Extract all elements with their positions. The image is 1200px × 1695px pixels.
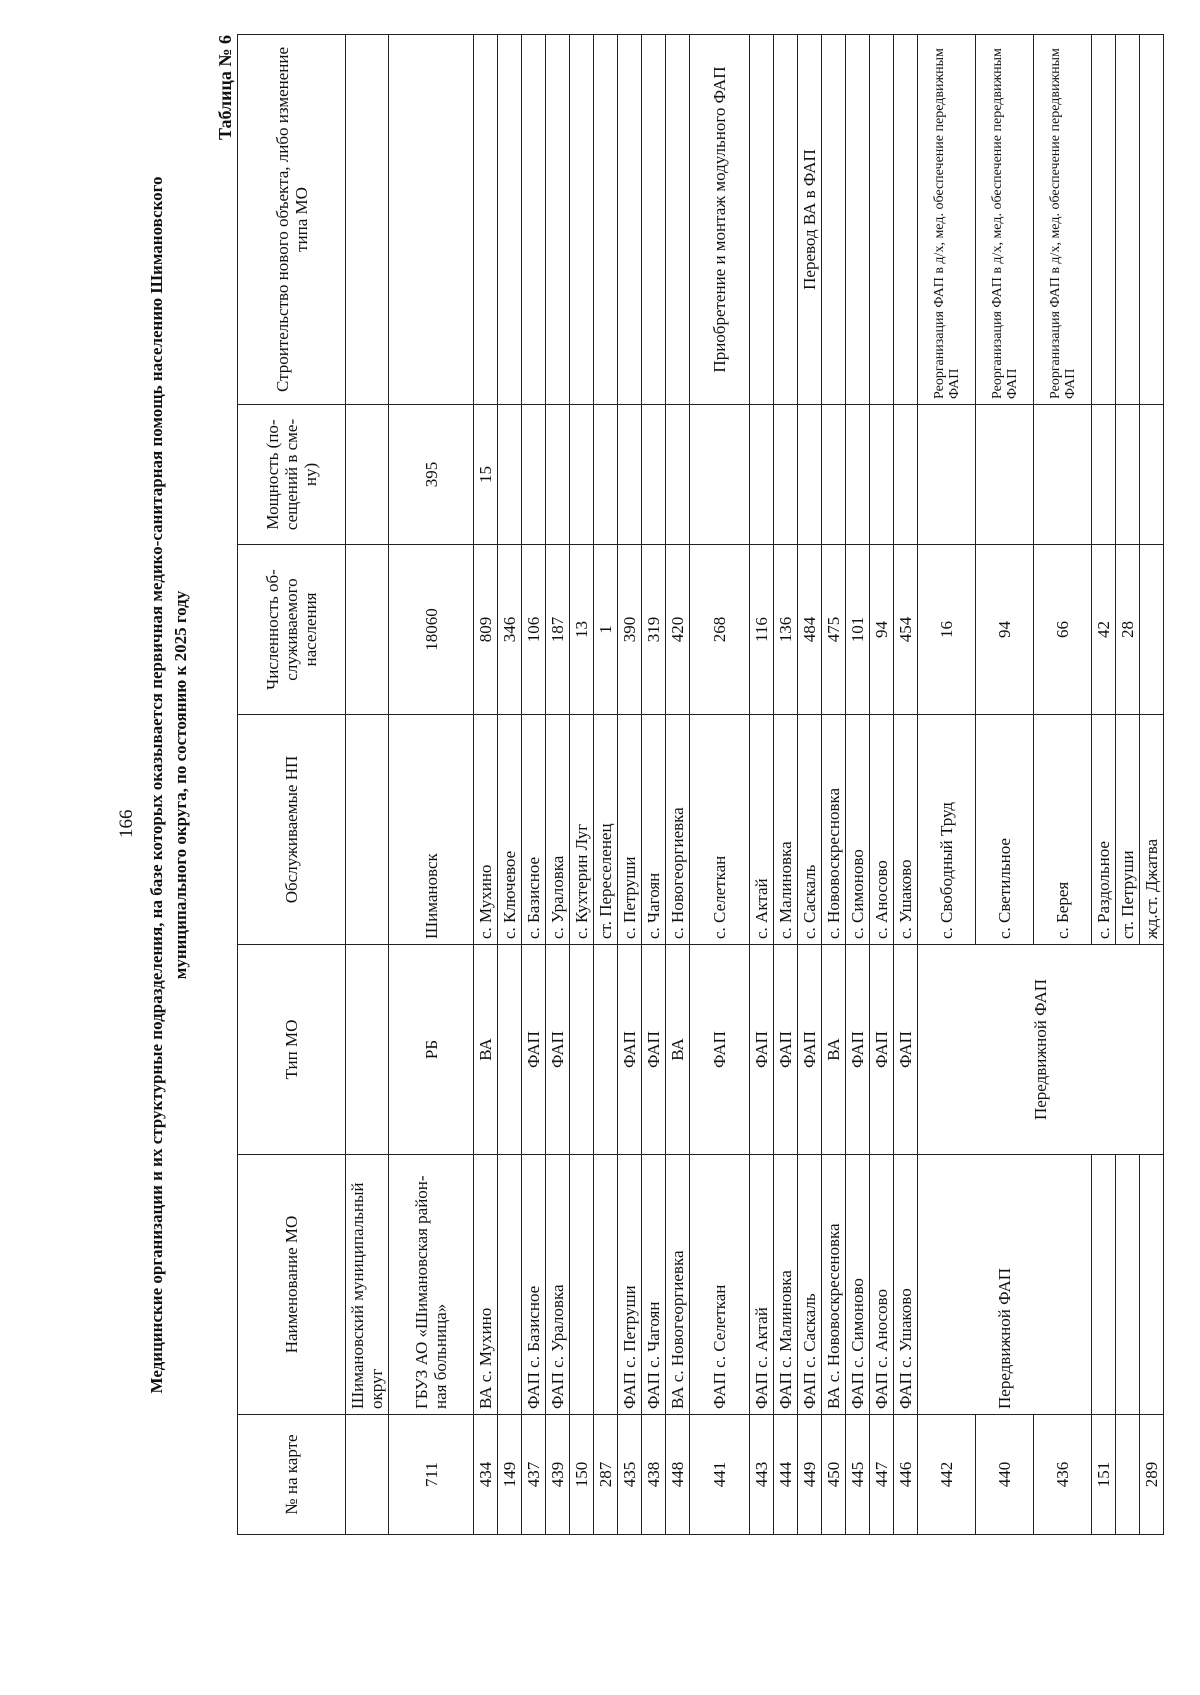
population: 13 (570, 545, 594, 715)
mo-name: Шимановский муниципальный округ (346, 1155, 389, 1415)
mo-type: ВА (666, 945, 690, 1155)
table-row (346, 35, 389, 1535)
page-number: 166 (116, 809, 137, 838)
population: 106 (522, 545, 546, 715)
mo-name: ФАП с. Симоново (846, 1155, 870, 1415)
mo-type: ФАП (798, 945, 822, 1155)
population: 390 (618, 545, 642, 715)
table-row (546, 35, 570, 1535)
settlement: с. Селеткан (690, 715, 750, 945)
construction-note: Перевод ВА в ФАП (798, 35, 822, 405)
title-line-2: муниципального округа, по состоянию к 2025 году (171, 590, 190, 980)
table-row (1116, 35, 1140, 1535)
map-number: 151 (1092, 1415, 1116, 1535)
mo-type: ФАП (690, 945, 750, 1155)
table-row (389, 35, 474, 1535)
population: 136 (774, 545, 798, 715)
map-number: 445 (846, 1415, 870, 1535)
map-number: 443 (750, 1415, 774, 1535)
capacity: 395 (389, 405, 474, 545)
header-construction: Строительство нового объекта, либо изменение типа МО (238, 35, 346, 405)
table-row (750, 35, 774, 1535)
table-row (870, 35, 894, 1535)
map-number: 447 (870, 1415, 894, 1535)
mo-name: ВА с. Новогеоргиевка (666, 1155, 690, 1415)
population: 475 (822, 545, 846, 715)
settlement: с. Саскаль (798, 715, 822, 945)
table-caption: Таблица № 6 (215, 35, 235, 141)
settlement: с. Симоново (846, 715, 870, 945)
settlement: с. Кухтерин Луг (570, 715, 594, 945)
table-header-row (238, 35, 346, 1535)
map-number: 438 (642, 1415, 666, 1535)
table-row (894, 35, 918, 1535)
map-number: 448 (666, 1415, 690, 1535)
settlement: с. Мухино (474, 715, 498, 945)
construction-note: Приобретение и монтаж модульного ФАП (690, 35, 750, 405)
mo-name: ФАП с. Чагоян (642, 1155, 666, 1415)
map-number: 439 (546, 1415, 570, 1535)
settlement: с. Базисное (522, 715, 546, 945)
mo-type: РБ (389, 945, 474, 1155)
settlement: жд.ст. Джатва (1140, 715, 1164, 945)
table-row (666, 35, 690, 1535)
mo-type: ФАП (522, 945, 546, 1155)
header-map-no: № на карте (238, 1415, 346, 1535)
construction-note: Реорганизация ФАП в д/х, мед. обеспечение передвижным ФАП (1034, 35, 1092, 405)
title-line-1: Медицинские организации и их структурные подразделения, на базе которых оказывается первичная медико-санитарная помощь населению Шимановского (147, 176, 166, 1394)
table-row (522, 35, 546, 1535)
mo-name: ФАП с. Саскаль (798, 1155, 822, 1415)
population: 268 (690, 545, 750, 715)
settlement: с. Ушаково (894, 715, 918, 945)
mo-type: Передвижной ФАП (918, 945, 1164, 1155)
population: 101 (846, 545, 870, 715)
mo-type: ФАП (774, 945, 798, 1155)
settlement: с. Ключевое (498, 715, 522, 945)
mo-type: ВА (822, 945, 846, 1155)
mo-name: ФАП с. Малиновка (774, 1155, 798, 1415)
map-number: 446 (894, 1415, 918, 1535)
mo-name: ВА с. Мухино (474, 1155, 498, 1415)
population: 94 (870, 545, 894, 715)
population: 18060 (389, 545, 474, 715)
settlement: Шимановск (389, 715, 474, 945)
population: 42 (1092, 545, 1116, 715)
map-number: 711 (389, 1415, 474, 1535)
table-row (1140, 35, 1164, 1535)
mo-type: ФАП (894, 945, 918, 1155)
mo-name: ГБУЗ АО «Шимановская район-ная больница» (389, 1155, 474, 1415)
map-number: 442 (918, 1415, 976, 1535)
settlement: ст. Переселенец (594, 715, 618, 945)
rotated-page-content (140, 35, 1200, 1535)
population: 16 (918, 545, 976, 715)
mo-name: ФАП с. Аносово (870, 1155, 894, 1415)
table-row (642, 35, 666, 1535)
construction-note: Реорганизация ФАП в д/х, мед. обеспечение передвижным ФАП (918, 35, 976, 405)
map-number: 149 (498, 1415, 522, 1535)
table-row (618, 35, 642, 1535)
map-number: 449 (798, 1415, 822, 1535)
mo-name: ФАП с. Селеткан (690, 1155, 750, 1415)
population: 28 (1116, 545, 1140, 715)
population: 116 (750, 545, 774, 715)
table-row (498, 35, 522, 1535)
settlement: с. Актай (750, 715, 774, 945)
map-number: 441 (690, 1415, 750, 1535)
mo-name: ФАП с. Ушаково (894, 1155, 918, 1415)
mo-name: ВА с. Нововоскресеновка (822, 1155, 846, 1415)
population: 346 (498, 545, 522, 715)
mo-type: ВА (474, 945, 498, 1155)
header-mo-type: Тип МО (238, 945, 346, 1155)
table-row (774, 35, 798, 1535)
mo-type: ФАП (750, 945, 774, 1155)
settlement: с. Малиновка (774, 715, 798, 945)
document-title (145, 35, 193, 1535)
population: 94 (976, 545, 1034, 715)
mo-type: ФАП (870, 945, 894, 1155)
capacity: 15 (474, 405, 498, 545)
map-number: 437 (522, 1415, 546, 1535)
table-row (594, 35, 618, 1535)
header-mo-name: Наименование МО (238, 1155, 346, 1415)
settlement: с. Нововоскресновка (822, 715, 846, 945)
population: 187 (546, 545, 570, 715)
settlement: с. Светильное (976, 715, 1034, 945)
mo-name: ФАП с. Ураловка (546, 1155, 570, 1415)
settlement: с. Петруши (618, 715, 642, 945)
population: 809 (474, 545, 498, 715)
table-row (918, 35, 976, 1535)
construction-note: Реорганизация ФАП в д/х, мед. обеспечение передвижным ФАП (976, 35, 1034, 405)
table-row (798, 35, 822, 1535)
population: 66 (1034, 545, 1092, 715)
map-number: 444 (774, 1415, 798, 1535)
settlement: с. Новогеоргиевка (666, 715, 690, 945)
mo-name: ФАП с. Актай (750, 1155, 774, 1415)
mo-name: ФАП с. Петруши (618, 1155, 642, 1415)
population: 420 (666, 545, 690, 715)
settlement: с. Чагоян (642, 715, 666, 945)
population: 484 (798, 545, 822, 715)
table-row (474, 35, 498, 1535)
settlement: ст. Петруши (1116, 715, 1140, 945)
mo-type: ФАП (618, 945, 642, 1155)
table-row (846, 35, 870, 1535)
header-settlements: Обслуживаемые НП (238, 715, 346, 945)
map-number: 440 (976, 1415, 1034, 1535)
settlement: с. Свободный Труд (918, 715, 976, 945)
population: 454 (894, 545, 918, 715)
header-population: Численность об-служиваемого населения (238, 545, 346, 715)
map-number: 436 (1034, 1415, 1092, 1535)
map-number: 150 (570, 1415, 594, 1535)
map-number: 450 (822, 1415, 846, 1535)
mo-type: ФАП (846, 945, 870, 1155)
map-number: 435 (618, 1415, 642, 1535)
mo-type: ФАП (642, 945, 666, 1155)
mo-name: ФАП с. Базисное (522, 1155, 546, 1415)
medical-organizations-table (237, 34, 1164, 1535)
population: 1 (594, 545, 618, 715)
table-row (570, 35, 594, 1535)
settlement: с. Аносово (870, 715, 894, 945)
population: 319 (642, 545, 666, 715)
settlement: с. Раздольное (1092, 715, 1116, 945)
header-capacity: Мощность (по-сещений в сме-ну) (238, 405, 346, 545)
table-row (690, 35, 750, 1535)
map-number: 434 (474, 1415, 498, 1535)
mo-type: ФАП (546, 945, 570, 1155)
table-row (1092, 35, 1116, 1535)
settlement: с. Берея (1034, 715, 1092, 945)
map-number: 287 (594, 1415, 618, 1535)
mo-name: Передвижной ФАП (918, 1155, 1092, 1415)
map-number: 289 (1140, 1415, 1164, 1535)
table-row (822, 35, 846, 1535)
settlement: с. Ураловка (546, 715, 570, 945)
